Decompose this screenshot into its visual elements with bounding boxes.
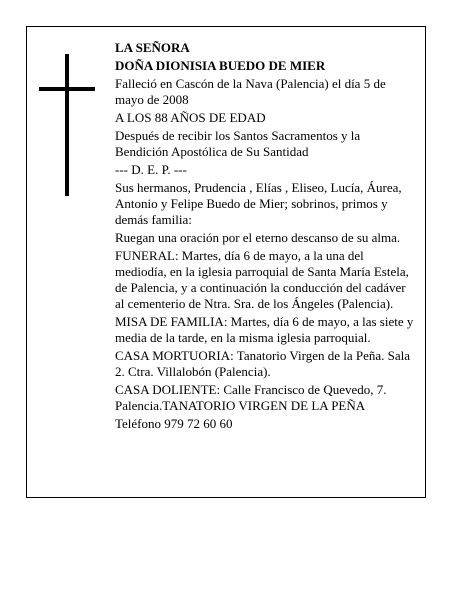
sacraments-info: Después de recibir los Santos Sacramentos y la Bendición Apostólica de Su Santidad (115, 128, 361, 159)
funeral-info: FUNERAL: Martes, día 6 de mayo, a la una del mediodía, en la iglesia parroquial de Santa María Estela, de Palencia, y a continuación la conducción del cadáver al cementerio de Ntra. Sra. de los Ángeles (Palencia). (115, 248, 409, 311)
prayer-request: Ruegan una oración por el eterno descanso de su alma. (115, 230, 401, 245)
funeral-home-info: CASA MORTUORIA: Tanatorio Virgen de la Peña. Sala 2. Ctra. Villalobón (Palencia). (115, 348, 411, 379)
deceased-name: DOÑA DIONISIA BUEDO DE MIER (115, 58, 326, 73)
title-label: LA SEÑORA (115, 40, 190, 55)
family-info: Sus hermanos, Prudencia , Elías , Eliseo, Lucía, Áurea, Antonio y Felipe Buedo de Mier; sobrinos, primos y demás familia: (115, 180, 402, 227)
rip-line: --- D. E. P. --- (115, 162, 187, 177)
cross-vertical-bar (65, 54, 69, 196)
age-info: A LOS 88 AÑOS DE EDAD (115, 110, 266, 125)
obituary-notice (26, 26, 426, 498)
notice-text (115, 40, 415, 434)
cross-horizontal-bar (39, 87, 95, 91)
residence-info: CASA DOLIENTE: Calle Francisco de Quevedo, 7. Palencia.TANATORIO VIRGEN DE LA PEÑA (115, 382, 387, 413)
phone-info: Teléfono 979 72 60 60 (115, 416, 233, 431)
family-mass-info: MISA DE FAMILIA: Martes, día 6 de mayo, a las siete y media de la tarde, en la misma iglesia parroquial. (115, 314, 414, 345)
death-info: Falleció en Cascón de la Nava (Palencia) el día 5 de mayo de 2008 (115, 76, 386, 107)
